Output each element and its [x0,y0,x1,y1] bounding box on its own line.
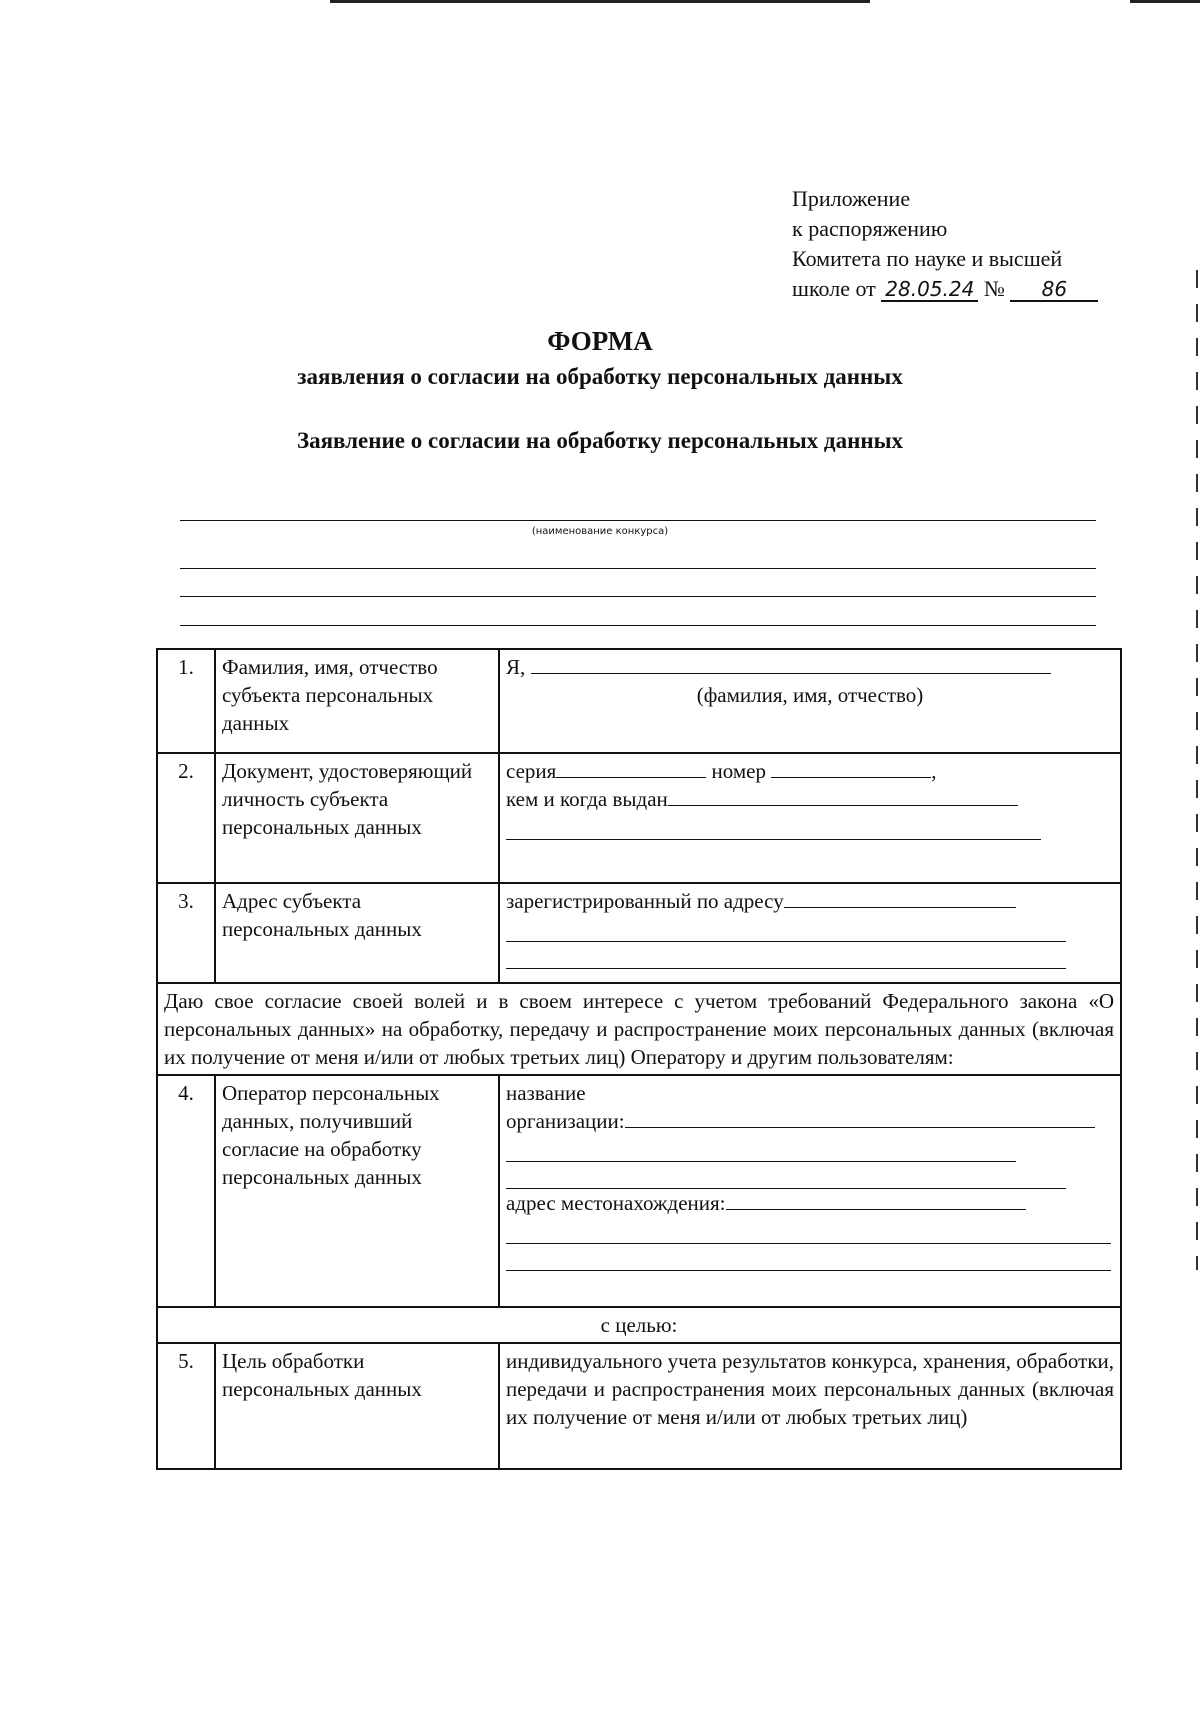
contest-caption: (наименование конкурса) [531,526,669,537]
issued-input-line-2[interactable] [506,813,1041,840]
row-purpose [157,1343,1121,1469]
appendix-block [792,184,1098,304]
row-full-name [157,649,1121,753]
row-label: Оператор персональных данных, получивший согласие на обработку персональных данных [215,1075,499,1307]
series-label: серия [506,759,557,783]
row-number: 1. [157,649,215,753]
row-label: Фамилия, имя, отчество субъекта персональных данных [215,649,499,753]
issued-input[interactable] [668,785,1018,806]
scan-artifact-top-right [1130,0,1200,3]
registered-input-line-2[interactable] [506,915,1066,942]
org-name-label-1: название [506,1081,586,1105]
row-number: 4. [157,1075,215,1307]
row-identity-document [157,753,1121,883]
contest-line-2[interactable] [180,568,1096,569]
appendix-number-label: № [983,276,1005,301]
row-label: Цель обработки персональных данных [215,1343,499,1469]
org-address-input-line-2[interactable] [506,1217,1111,1244]
org-name-label-2: организации: [506,1109,625,1133]
row-label: Адрес субъекта персональных данных [215,883,499,983]
org-name-input[interactable] [625,1107,1095,1128]
org-address-label: адрес местонахождения: [506,1191,726,1215]
row-operator [157,1075,1121,1307]
contest-line-1[interactable] [180,520,1096,521]
row-value [499,649,1121,753]
row-address [157,883,1121,983]
row-value: серия номер , кем и когда выдан [499,753,1121,883]
series-input[interactable] [556,757,706,778]
org-address-input[interactable] [726,1189,1026,1210]
row-number: 2. [157,753,215,883]
full-name-hint: (фамилия, имя, отчество) [696,683,924,707]
appendix-date-prefix: школе от [792,276,876,301]
appendix-line-2: к распоряжению [792,216,948,241]
consent-text: Даю свое согласие своей волей и в своем интересе с учетом требований Федерального закона «О персональных данных» на обработку, передачу и распространение моих персональных данных (включая их получение от меня и/или от любых третьих лиц) Оператору и другим пользователям: [157,983,1121,1075]
appendix-number: 86 [1010,278,1098,302]
form-subtitle: заявления о согласии на обработку персональных данных [297,364,903,389]
row-purpose-header [157,1307,1121,1343]
row-label: Документ, удостоверяющий личность субъекта персональных данных [215,753,499,883]
contest-line-3[interactable] [180,596,1096,597]
org-name-input-line-2[interactable] [506,1135,1016,1162]
consent-form-table [156,648,1122,1470]
org-name-input-line-3[interactable] [506,1162,1066,1189]
number-label: номер [711,759,766,783]
full-name-prefix: Я, [506,655,526,679]
full-name-input[interactable] [531,653,1051,674]
form-title: ФОРМА [547,326,653,356]
row-value [499,883,1121,983]
row-number: 5. [157,1343,215,1469]
appendix-line-1: Приложение [792,186,911,211]
purpose-text: индивидуального учета результатов конкурса, хранения, обработки, передачи и распространения моих персональных данных (включая их получение от меня и/или от любых третьих лиц) [499,1343,1121,1469]
number-input[interactable] [771,757,931,778]
appendix-line-4 [792,274,1098,304]
registered-input-line-3[interactable] [506,942,1066,969]
row-number: 3. [157,883,215,983]
full-name-field[interactable] [506,653,1114,681]
issued-label: кем и когда выдан [506,787,668,811]
row-value [499,1075,1121,1307]
contest-line-4[interactable] [180,625,1096,626]
statement-title: Заявление о согласии на обработку персональных данных [296,428,904,453]
registered-label: зарегистрированный по адресу [506,889,784,913]
scan-artifact-edge [1196,270,1198,1270]
purpose-header: с целью: [157,1307,1121,1343]
row-consent [157,983,1121,1075]
appendix-date: 28.05.24 [881,278,978,302]
org-address-input-line-3[interactable] [506,1244,1111,1271]
scan-artifact-top [330,0,870,3]
appendix-line-3: Комитета по науке и высшей [792,246,1063,271]
registered-input[interactable] [784,887,1016,908]
